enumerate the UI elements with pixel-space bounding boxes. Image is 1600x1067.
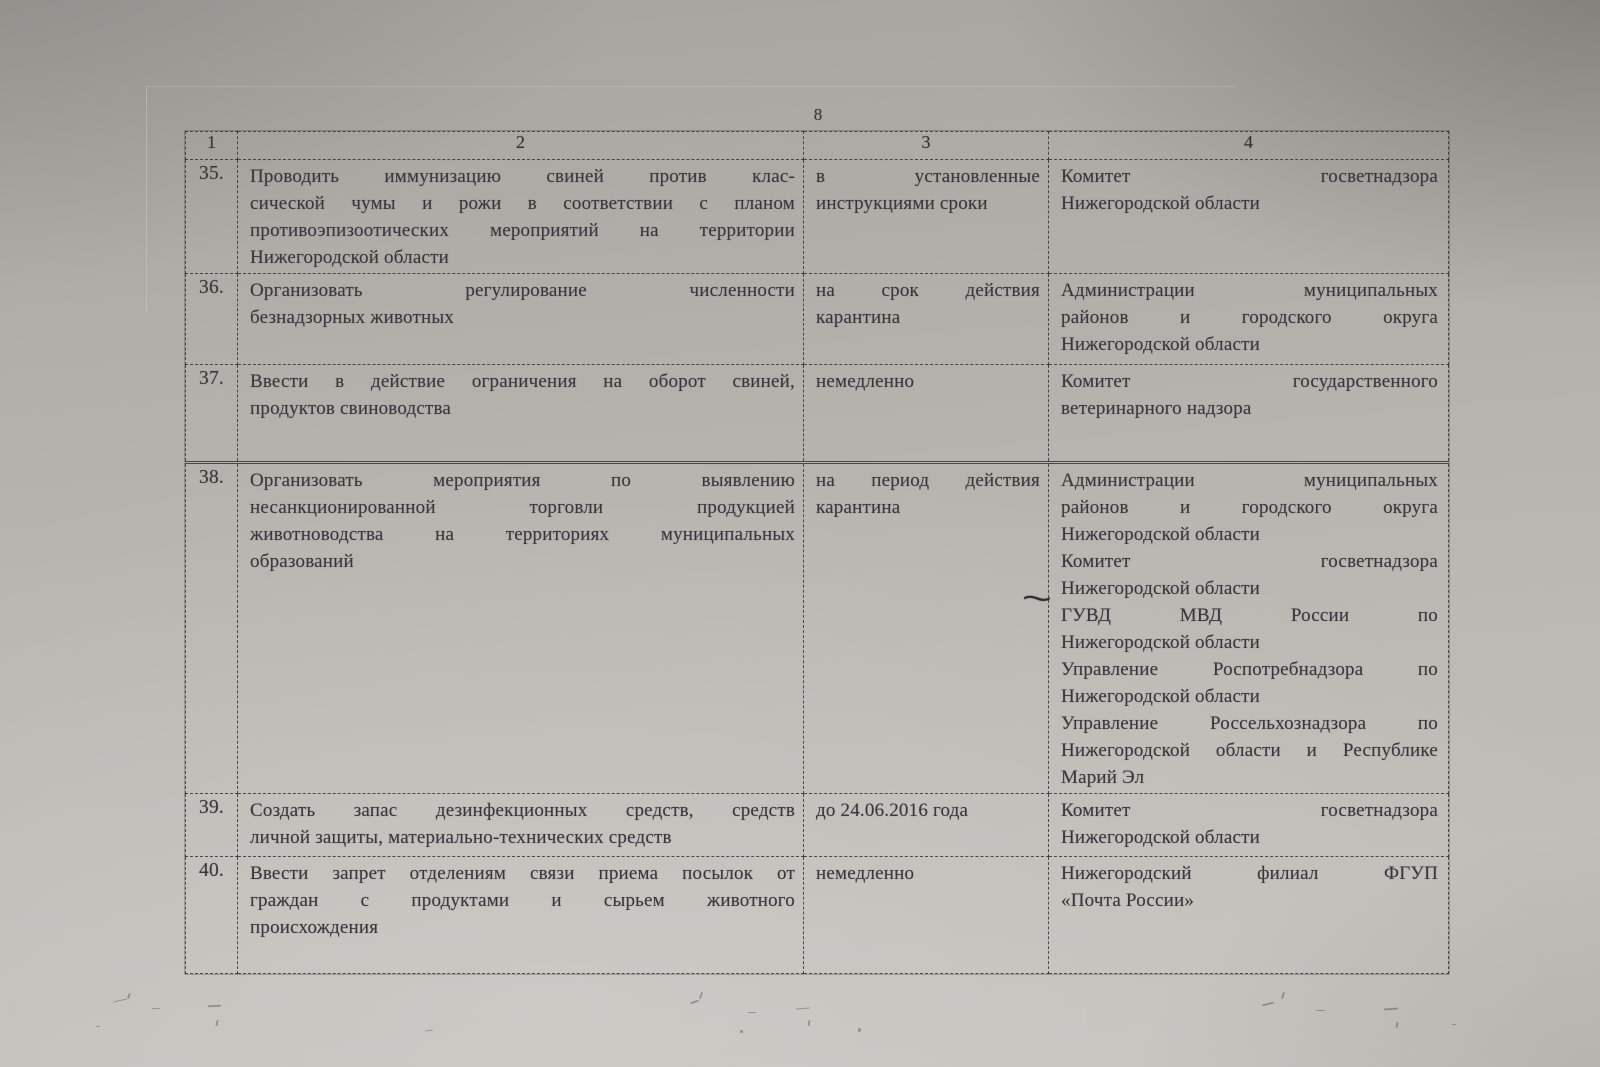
text-line: граждан с продуктами и сырьем животного: [250, 890, 795, 911]
text-line: ветеринарного надзора: [1061, 398, 1252, 419]
cell-responsible: [1049, 463, 1449, 794]
text-line: Создать запас дезинфекционных средств, средств: [250, 800, 795, 821]
pencil-smudge: [1281, 992, 1285, 999]
pencil-smudge: [113, 999, 127, 1003]
cell-responsible: [1049, 160, 1449, 274]
text-line: Комитет госветнадзора: [1061, 551, 1438, 572]
text-line: Нижегородской области: [1061, 632, 1260, 653]
column-header-task: 2: [238, 132, 804, 160]
pencil-smudge: [699, 992, 703, 999]
pencil-smudge: [748, 1012, 756, 1013]
text-line: Организовать мероприятия по выявлению: [250, 470, 795, 491]
column-header-term: 3: [804, 132, 1049, 160]
pencil-smudge: [690, 1000, 699, 1005]
cell-task: [238, 794, 804, 857]
page-number: 8: [813, 105, 823, 124]
table-row-39: [186, 794, 1449, 857]
text-line: безнадзорных животных: [250, 307, 454, 328]
text-line: районов и городского округа: [1061, 497, 1438, 518]
text-line: районов и городского округа: [1061, 307, 1438, 328]
text-line: происхождения: [250, 917, 379, 938]
cell-responsible: [1049, 365, 1449, 463]
pencil-smudge: [127, 993, 131, 999]
text-line: Управление Россельхознадзора по: [1061, 713, 1438, 734]
table-header-row: [186, 132, 1449, 160]
pencil-smudge: [1316, 1010, 1325, 1011]
pencil-smudge: [215, 1020, 218, 1026]
pencil-smudge: [1384, 1008, 1398, 1011]
text-line: Нижегородской области: [1061, 578, 1260, 599]
text-line: Комитет госветнадзора: [1061, 800, 1438, 821]
pencil-smudge: [807, 1020, 810, 1026]
cell-term: [804, 274, 1049, 365]
text-line: Комитет госветнадзора: [1061, 166, 1438, 187]
pencil-smudge: [1452, 1024, 1456, 1025]
text-line: образований: [250, 551, 354, 572]
text-line: немедленно: [816, 371, 915, 392]
cell-task: [238, 365, 804, 463]
cell-task: [238, 463, 804, 794]
column-header-responsible: 4: [1049, 132, 1449, 160]
pencil-smudge: [1395, 1022, 1398, 1028]
text-line: противоэпизоотических мероприятий на территории: [250, 220, 795, 241]
text-line: Организовать регулирование численности: [250, 280, 795, 301]
cell-responsible: [1049, 794, 1449, 857]
cell-term: [804, 463, 1049, 794]
text-line: Нижегородской области и Республике: [1061, 740, 1438, 761]
text-line: «Почта России»: [1061, 890, 1195, 911]
pencil-smudge: [740, 1030, 743, 1033]
text-line: Ввести в действие ограничения на оборот свиней,: [250, 371, 795, 392]
text-line: Нижегородской области: [1061, 686, 1260, 707]
pencil-smudge: [796, 1008, 810, 1010]
pencil-smudge: [425, 1029, 433, 1031]
handwritten-tick-mark: ~: [1018, 581, 1056, 616]
pencil-smudge: [208, 1005, 221, 1008]
cell-task: [238, 857, 804, 974]
text-line: в установленные: [816, 166, 1040, 187]
text-line: до 24.06.2016 года: [816, 800, 969, 821]
text-line: Администрации муниципальных: [1061, 280, 1438, 301]
table-row-37: [186, 365, 1449, 463]
text-line: Нижегородской области: [250, 247, 449, 268]
text-line: на период действия: [816, 470, 1040, 491]
table-row-35: [186, 160, 1449, 274]
text-line: сической чумы и рожи в соответствии с планом: [250, 193, 795, 214]
text-line: Ввести запрет отделениям связи приема посылок от: [250, 863, 795, 884]
text-line: Нижегородской области: [1061, 524, 1260, 545]
text-line: Комитет государственного: [1061, 371, 1438, 392]
cell-responsible: [1049, 274, 1449, 365]
measures-table: [185, 131, 1449, 974]
text-line: Проводить иммунизацию свиней против клас-: [250, 166, 795, 187]
cell-row-number: 35.: [186, 160, 238, 274]
text-line: личной защиты, материально-технических средств: [250, 827, 672, 848]
column-header-number: 1: [186, 132, 238, 160]
text-line: немедленно: [816, 863, 915, 884]
text-line: Нижегородской области: [1061, 827, 1260, 848]
pencil-smudge: [858, 1028, 862, 1033]
cell-task: [238, 274, 804, 365]
text-line: Нижегородский филиал ФГУП: [1061, 863, 1438, 884]
cell-row-number: 38.: [186, 463, 238, 794]
pencil-smudge: [1262, 1002, 1274, 1007]
text-line: животноводства на территориях муниципальных: [250, 524, 795, 545]
text-line: карантина: [816, 307, 901, 328]
table-row-40: [186, 857, 1449, 974]
table-row-38: [186, 463, 1449, 794]
text-line: Управление Роспотребнадзора по: [1061, 659, 1438, 680]
text-line: Нижегородской области: [1061, 193, 1260, 214]
cell-task: [238, 160, 804, 274]
text-line: ГУВД МВД России по: [1061, 605, 1438, 626]
cell-term: [804, 794, 1049, 857]
text-line: продуктов свиноводства: [250, 398, 452, 419]
text-line: Марий Эл: [1061, 767, 1145, 788]
cell-row-number: 36.: [186, 274, 238, 365]
text-line: несанкционированной торговли продукцией: [250, 497, 795, 518]
cell-row-number: 37.: [186, 365, 238, 463]
text-line: Нижегородской области: [1061, 334, 1260, 355]
table-row-36: [186, 274, 1449, 365]
pencil-smudge: [96, 1026, 100, 1027]
cell-row-number: 40.: [186, 857, 238, 974]
text-line: инструкциями сроки: [816, 193, 988, 214]
cell-term: [804, 160, 1049, 274]
cell-responsible: [1049, 857, 1449, 974]
text-line: карантина: [816, 497, 901, 518]
cell-row-number: 39.: [186, 794, 238, 857]
text-line: Администрации муниципальных: [1061, 470, 1438, 491]
pencil-smudge: [152, 1008, 160, 1010]
cell-term: [804, 857, 1049, 974]
text-line: на срок действия: [816, 280, 1040, 301]
cell-term: [804, 365, 1049, 463]
